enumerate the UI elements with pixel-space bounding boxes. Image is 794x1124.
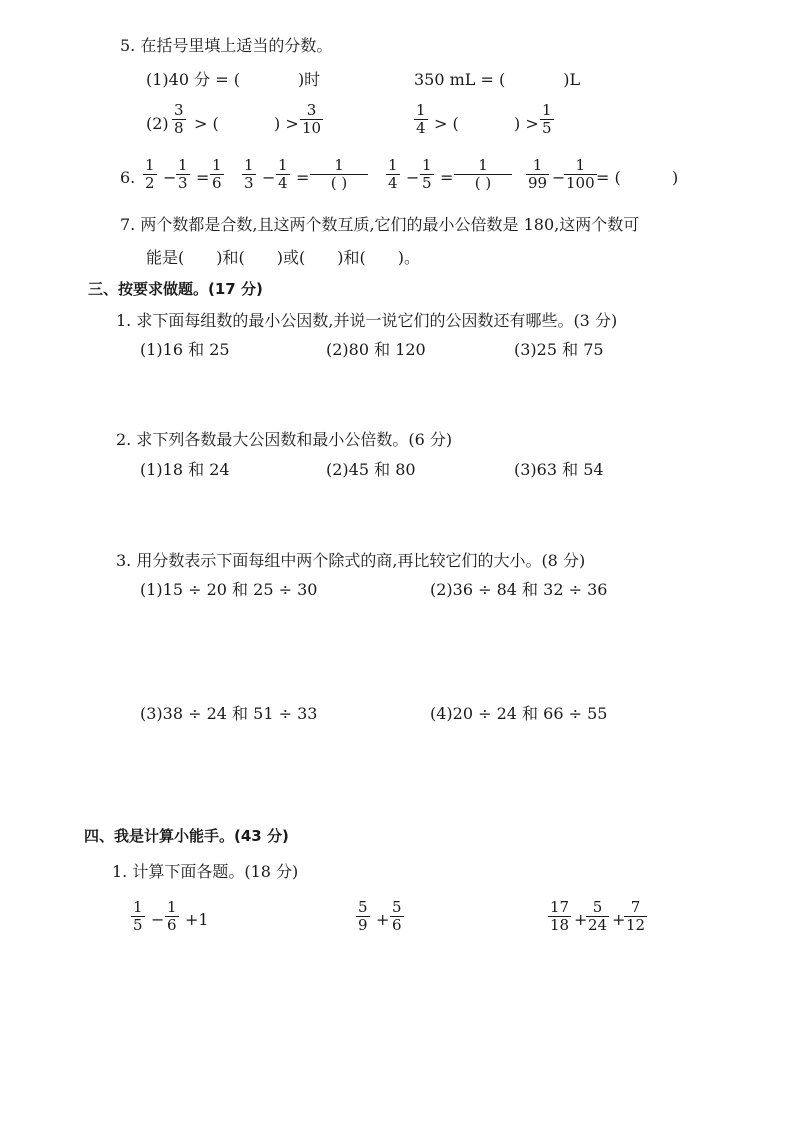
q5-part1-time xyxy=(146,70,320,90)
fraction-numerator: 1 xyxy=(575,156,586,174)
s4-fraction xyxy=(131,900,145,933)
fraction-numerator: 17 xyxy=(550,898,570,916)
fraction-denominator: 5 xyxy=(542,119,552,137)
fraction-denominator: 4 xyxy=(278,174,288,192)
q7-line1: 7. 两个数都是合数,且这两个数互质,它们的最小公倍数是 180,这两个数可 xyxy=(120,215,640,234)
s3-q3-item-2: (2)36 ÷ 84 和 32 ÷ 36 xyxy=(430,580,608,599)
fraction-denominator: 99 xyxy=(528,174,548,192)
q5-part1-volume-right: )L xyxy=(563,70,581,89)
q6-fraction xyxy=(242,158,256,191)
s3-q1-title: 1. 求下面每组数的最小公因数,并说一说它们的公因数还有哪些。(3 分) xyxy=(116,311,618,330)
q6-label: 6. xyxy=(120,168,136,187)
plus-sign: + xyxy=(574,910,588,929)
fraction-denominator: 12 xyxy=(626,916,646,934)
s3-q3-title: 3. 用分数表示下面每组中两个除式的商,再比较它们的大小。(8 分) xyxy=(116,551,586,570)
s4-fraction xyxy=(390,900,404,933)
minus-sign: − xyxy=(163,168,177,187)
s3-q2-item-2: (2)45 和 80 xyxy=(326,460,416,479)
fraction-numerator: 1 xyxy=(388,156,398,174)
fraction-numerator: 1 xyxy=(542,101,552,119)
fraction-numerator: 1 xyxy=(167,898,177,916)
minus-sign: − xyxy=(151,910,165,929)
equals-sign: = xyxy=(196,168,210,187)
fraction-1-4 xyxy=(414,103,428,136)
fraction-numerator: 7 xyxy=(630,898,641,916)
s4-fraction xyxy=(624,900,647,933)
fraction-denominator: 3 xyxy=(244,174,254,192)
fraction-denominator: 6 xyxy=(167,916,177,934)
s3-q1-item-1: (1)16 和 25 xyxy=(140,340,230,359)
q5-part1-volume xyxy=(414,70,580,90)
fraction-denominator: ( ) xyxy=(474,174,492,192)
plus-sign: + xyxy=(612,910,626,929)
fraction-numerator: 1 xyxy=(145,156,155,174)
s3-q2-title: 2. 求下列各数最大公因数和最小公倍数。(6 分) xyxy=(116,430,453,449)
q6-fraction-blank[interactable] xyxy=(454,158,512,191)
q6-tail: = ( xyxy=(596,168,621,187)
fraction-denominator: 24 xyxy=(588,916,608,934)
q5-part2-label: (2) xyxy=(146,114,169,133)
fraction-numerator: 1 xyxy=(212,156,222,174)
s3-q2-item-1: (1)18 和 24 xyxy=(140,460,230,479)
fraction-numerator: 1 xyxy=(416,101,426,119)
minus-sign: − xyxy=(406,168,420,187)
fraction-denominator: 2 xyxy=(145,174,155,192)
s3-q1-item-2: (2)80 和 120 xyxy=(326,340,426,359)
fraction-denominator: ( ) xyxy=(330,174,348,192)
fraction-denominator: 6 xyxy=(392,916,402,934)
fraction-numerator: 1 xyxy=(178,156,188,174)
q6-fraction xyxy=(210,158,224,191)
fraction-numerator: 5 xyxy=(392,898,402,916)
q5-close-gt: ) > xyxy=(274,114,299,133)
fraction-numerator: 1 xyxy=(532,156,543,174)
q6-fraction xyxy=(526,158,549,191)
q6-fraction xyxy=(564,158,597,191)
q5-gt-open-b: > ( xyxy=(434,114,459,133)
q6-fraction xyxy=(276,158,290,191)
fraction-numerator: 1 xyxy=(133,898,143,916)
fraction-denominator: 4 xyxy=(388,174,398,192)
q7-line2: 能是( )和( )或( )和( )。 xyxy=(146,248,420,267)
fraction-denominator: 5 xyxy=(422,174,432,192)
fraction-numerator: 1 xyxy=(478,156,488,174)
s4-fraction xyxy=(356,900,370,933)
fraction-1-5 xyxy=(540,103,554,136)
fraction-3-8 xyxy=(172,103,186,136)
s3-q3-item-4: (4)20 ÷ 24 和 66 ÷ 55 xyxy=(430,704,608,723)
q5-title: 5. 在括号里填上适当的分数。 xyxy=(120,36,333,55)
s3-q1-item-3: (3)25 和 75 xyxy=(514,340,604,359)
s4-q1-title: 1. 计算下面各题。(18 分) xyxy=(112,862,299,881)
fraction-denominator: 8 xyxy=(174,119,184,137)
fraction-denominator: 18 xyxy=(550,916,570,934)
q6-fraction-blank[interactable] xyxy=(310,158,368,191)
equals-sign: = xyxy=(296,168,310,187)
q5-part1-time-right: )时 xyxy=(297,70,321,89)
q5-close-gt-b: ) > xyxy=(514,114,539,133)
s4-fraction xyxy=(586,900,609,933)
q6-fraction xyxy=(176,158,190,191)
s4-fraction xyxy=(165,900,179,933)
fraction-denominator: 3 xyxy=(178,174,188,192)
fraction-denominator: 4 xyxy=(416,119,426,137)
section-4-title: 四、我是计算小能手。(43 分) xyxy=(84,827,289,845)
fraction-denominator: 6 xyxy=(212,174,222,192)
minus-sign: − xyxy=(552,168,566,187)
fraction-numerator: 5 xyxy=(358,898,368,916)
fraction-numerator: 1 xyxy=(278,156,288,174)
fraction-denominator: 9 xyxy=(358,916,368,934)
minus-sign: − xyxy=(262,168,276,187)
section-3-title: 三、按要求做题。(17 分) xyxy=(88,280,263,298)
q5-gt-open: > ( xyxy=(194,114,219,133)
fraction-denominator: 100 xyxy=(566,174,595,192)
equals-sign: = xyxy=(440,168,454,187)
fraction-3-10 xyxy=(300,103,323,136)
s4-e1-tail: +1 xyxy=(185,910,209,929)
q6-fraction xyxy=(143,158,157,191)
q6-fraction xyxy=(386,158,400,191)
q6-fraction xyxy=(420,158,434,191)
fraction-denominator: 10 xyxy=(302,119,322,137)
fraction-numerator: 1 xyxy=(334,156,344,174)
s3-q3-item-1: (1)15 ÷ 20 和 25 ÷ 30 xyxy=(140,580,318,599)
s3-q2-item-3: (3)63 和 54 xyxy=(514,460,604,479)
fraction-numerator: 3 xyxy=(174,101,184,119)
fraction-denominator: 5 xyxy=(133,916,143,934)
q5-part1-time-left: (1)40 分 = ( xyxy=(146,70,240,89)
q6-tail-close: ) xyxy=(672,168,679,187)
s4-fraction xyxy=(548,900,571,933)
s3-q3-item-3: (3)38 ÷ 24 和 51 ÷ 33 xyxy=(140,704,318,723)
plus-sign: + xyxy=(376,910,390,929)
q5-part1-volume-left: 350 mL = ( xyxy=(414,70,506,89)
fraction-numerator: 1 xyxy=(244,156,254,174)
fraction-numerator: 3 xyxy=(306,101,317,119)
fraction-numerator: 5 xyxy=(592,898,603,916)
fraction-numerator: 1 xyxy=(422,156,432,174)
